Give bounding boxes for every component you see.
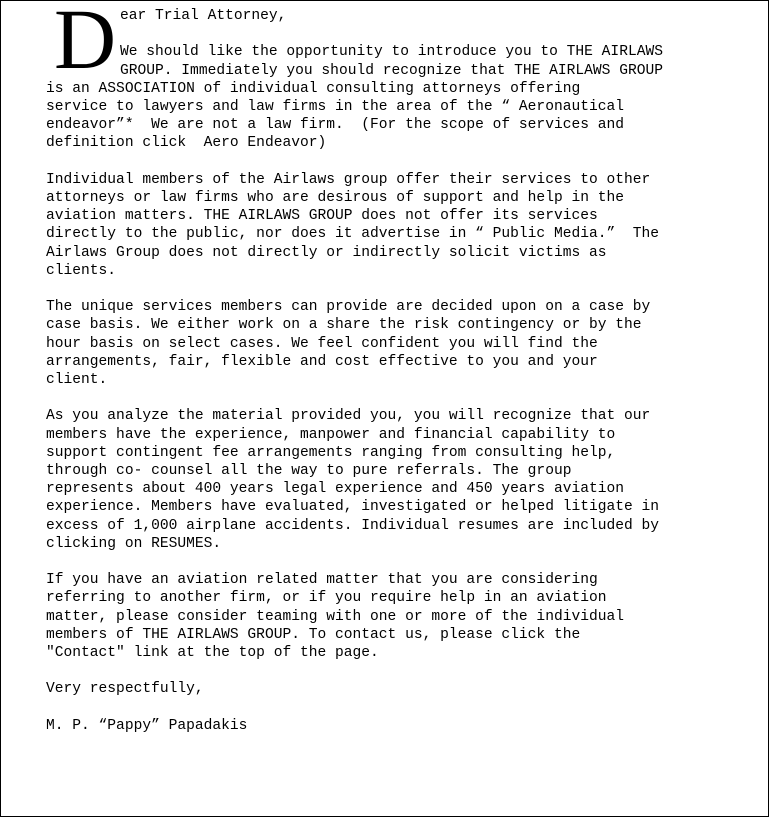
paragraph-line: arrangements, fair, flexible and cost effective to you and your [46,353,598,370]
paragraph-line: Individual members of the Airlaws group offer their services to other [46,171,651,188]
intro-line-6-text: definition click Aero Endeavor) [46,135,327,152]
intro-line-1: We should like the opportunity to introduce you to THE AIRLAWS [120,44,663,61]
paragraph-experience [46,407,736,553]
paragraph-line: client. [46,372,108,389]
paragraph-services [46,298,736,389]
paragraph-line: case basis. We either work on a share the risk contingency or by the [46,317,642,334]
paragraph-line: aviation matters. THE AIRLAWS GROUP does not offer its services [46,208,598,225]
paragraph-line: attorneys or law firms who are desirous of support and help in the [46,190,625,206]
letter-body [46,0,736,735]
paragraph-line: If you have an aviation related matter that you are considering [46,572,598,589]
paragraph-line: members of THE AIRLAWS GROUP. To contact us, please click the [46,626,581,643]
paragraph-contact [46,571,736,662]
paragraph-line: hour basis on select cases. We feel confident you will find the [46,335,598,352]
paragraph-line: As you analyze the material provided you, you will recognize that our [46,408,651,425]
paragraph-line: "Contact" link at the top of the page. [46,645,379,662]
intro-line-5: endeavor”* We are not a law firm. (For the scope of services and [46,117,625,134]
paragraph-line: referring to another firm, or if you require help in an aviation [46,590,607,607]
paragraph-line: clicking on RESUMES. [46,535,222,552]
paragraph-line: support contingent fee arrangements ranging from consulting help, [46,444,616,461]
paragraph-line: matter, please consider teaming with one or more of the individual [46,608,625,625]
paragraph-line: members have the experience, manpower and financial capability to [46,426,616,443]
intro-line-3: is an ASSOCIATION of individual consulting attorneys offering [46,80,581,97]
paragraph-line: directly to the public, nor does it advertise in “ Public Media.” The [46,226,660,243]
paragraph-line: through co- counsel all the way to pure referrals. The group [46,463,572,480]
closing: Very respectfully, [46,681,204,698]
paragraph-line: Airlaws Group does not directly or indirectly solicit victims as [46,244,607,261]
signature: M. P. “Pappy” Papadakis [46,717,248,734]
paragraph-line: excess of 1,000 airplane accidents. Individual resumes are included by [46,517,660,534]
paragraph-line: experience. Members have evaluated, investigated or helped litigate in [46,499,660,516]
paragraph-line: The unique services members can provide are decided upon on a case by [46,299,651,316]
greeting: ear Trial Attorney, [120,8,287,24]
paragraph-line: represents about 400 years legal experience and 450 years aviation [46,481,625,498]
intro-line-2: GROUP. Immediately you should recognize that THE AIRLAWS GROUP [120,62,663,79]
paragraph-line: clients. [46,262,117,279]
paragraph-members [46,171,736,280]
intro-line-6 [46,134,736,152]
drop-cap-letter: D [54,0,117,87]
intro-line-4: service to lawyers and law firms in the area of the “ Aeronautical [46,99,625,115]
